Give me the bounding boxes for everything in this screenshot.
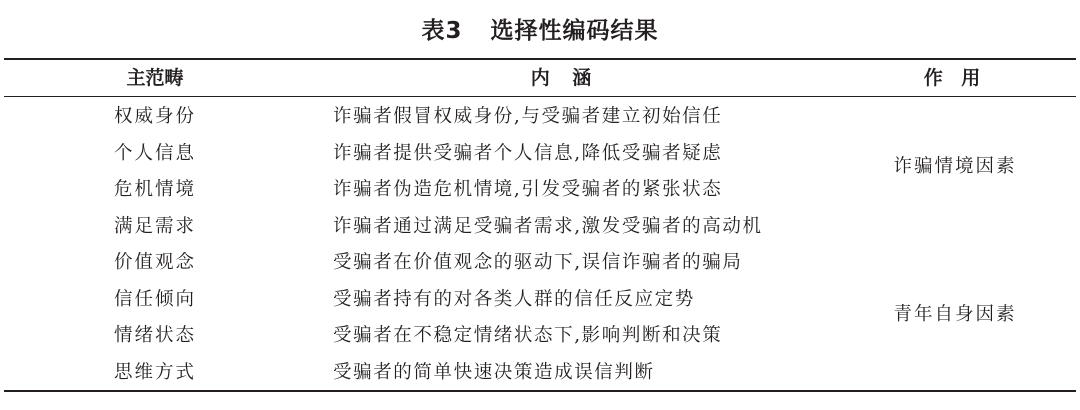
table-body <box>0 99 1080 391</box>
table-caption <box>0 12 1080 45</box>
table-row <box>0 99 1080 136</box>
table-row <box>0 245 1080 282</box>
table-number: 表3 <box>421 18 463 44</box>
header-function: 作 用 <box>923 67 987 89</box>
meaning-cell: 诈骗者通过满足受骗者需求,激发受骗者的高动机 <box>333 215 763 237</box>
meaning-cell: 诈骗者伪造危机情境,引发受骗者的紧张状态 <box>333 179 723 200</box>
top-rule <box>4 58 1076 60</box>
meaning-cell: 受骗者持有的对各类人群的信任反应定势 <box>333 288 695 310</box>
meaning-cell: 受骗者的简单快速决策造成误信判断 <box>333 361 655 383</box>
header-main-category: 主范畴 <box>126 67 184 89</box>
category-cell: 满足需求 <box>113 215 196 237</box>
table-row <box>0 355 1080 392</box>
function-group-scam-context: 诈骗情境因素 <box>893 156 1017 177</box>
function-group-youth-factors: 青年自身因素 <box>893 304 1017 325</box>
meaning-cell: 诈骗者提供受骗者个人信息,降低受骗者疑虑 <box>333 142 723 164</box>
category-cell: 个人信息 <box>113 142 196 164</box>
table-title: 选择性编码结果 <box>490 18 659 44</box>
table-row <box>0 209 1080 246</box>
header-meaning: 内 涵 <box>530 67 600 89</box>
meaning-cell: 受骗者在不稳定情绪状态下,影响判断和决策 <box>333 325 723 346</box>
category-cell: 思维方式 <box>113 361 196 383</box>
meaning-cell: 受骗者在价值观念的驱动下,误信诈骗者的骗局 <box>333 252 743 273</box>
bottom-rule <box>4 390 1076 392</box>
category-cell: 信任倾向 <box>113 288 196 310</box>
category-cell: 情绪状态 <box>113 325 196 346</box>
category-cell: 危机情境 <box>113 179 196 200</box>
header-rule <box>4 96 1076 97</box>
category-cell: 权威身份 <box>113 106 196 127</box>
category-cell: 价值观念 <box>113 252 196 273</box>
meaning-cell: 诈骗者假冒权威身份,与受骗者建立初始信任 <box>333 106 723 127</box>
